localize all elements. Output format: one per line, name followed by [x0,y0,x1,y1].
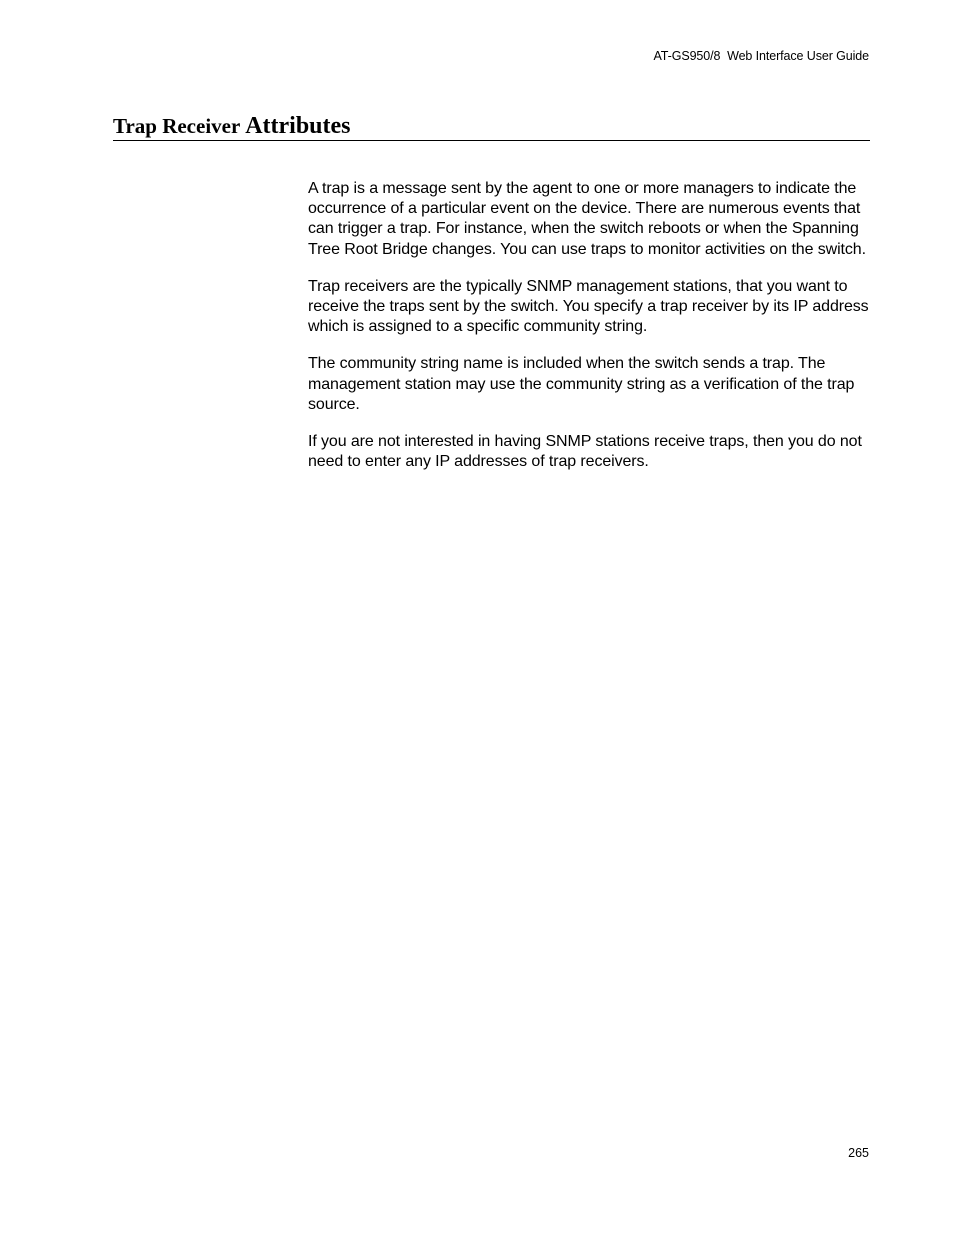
body-text [308,179,870,489]
section-title [113,106,351,138]
running-header: AT-GS950/8 Web Interface User Guide [653,49,869,63]
paragraph-community-string: The community string name is included when the switch sends a trap. The management station may use the community string as a verification of the trap source. [308,355,855,413]
paragraph-trap-definition: A trap is a message sent by the agent to one or more managers to indicate the occurrence of a particular event on the device. There are numerous events that can trigger a trap. For instance, when the switch reboots or when the Spanning Tree Root Bridge changes. You can use traps to monitor activities on the switch. [308,180,866,258]
page-number: 265 [848,1146,869,1160]
paragraph-no-traps: If you are not interested in having SNMP stations receive traps, then you do not need to enter any IP addresses of trap receivers. [308,433,862,471]
section-title-part-1: Trap Receiver [113,114,246,138]
title-rule [113,140,870,141]
section-title-part-2: Attributes [245,113,351,139]
paragraph-trap-receivers: Trap receivers are the typically SNMP management stations, that you want to receive the traps sent by the switch. You specify a trap receiver by its IP address which is assigned to a specific community string. [308,277,869,336]
